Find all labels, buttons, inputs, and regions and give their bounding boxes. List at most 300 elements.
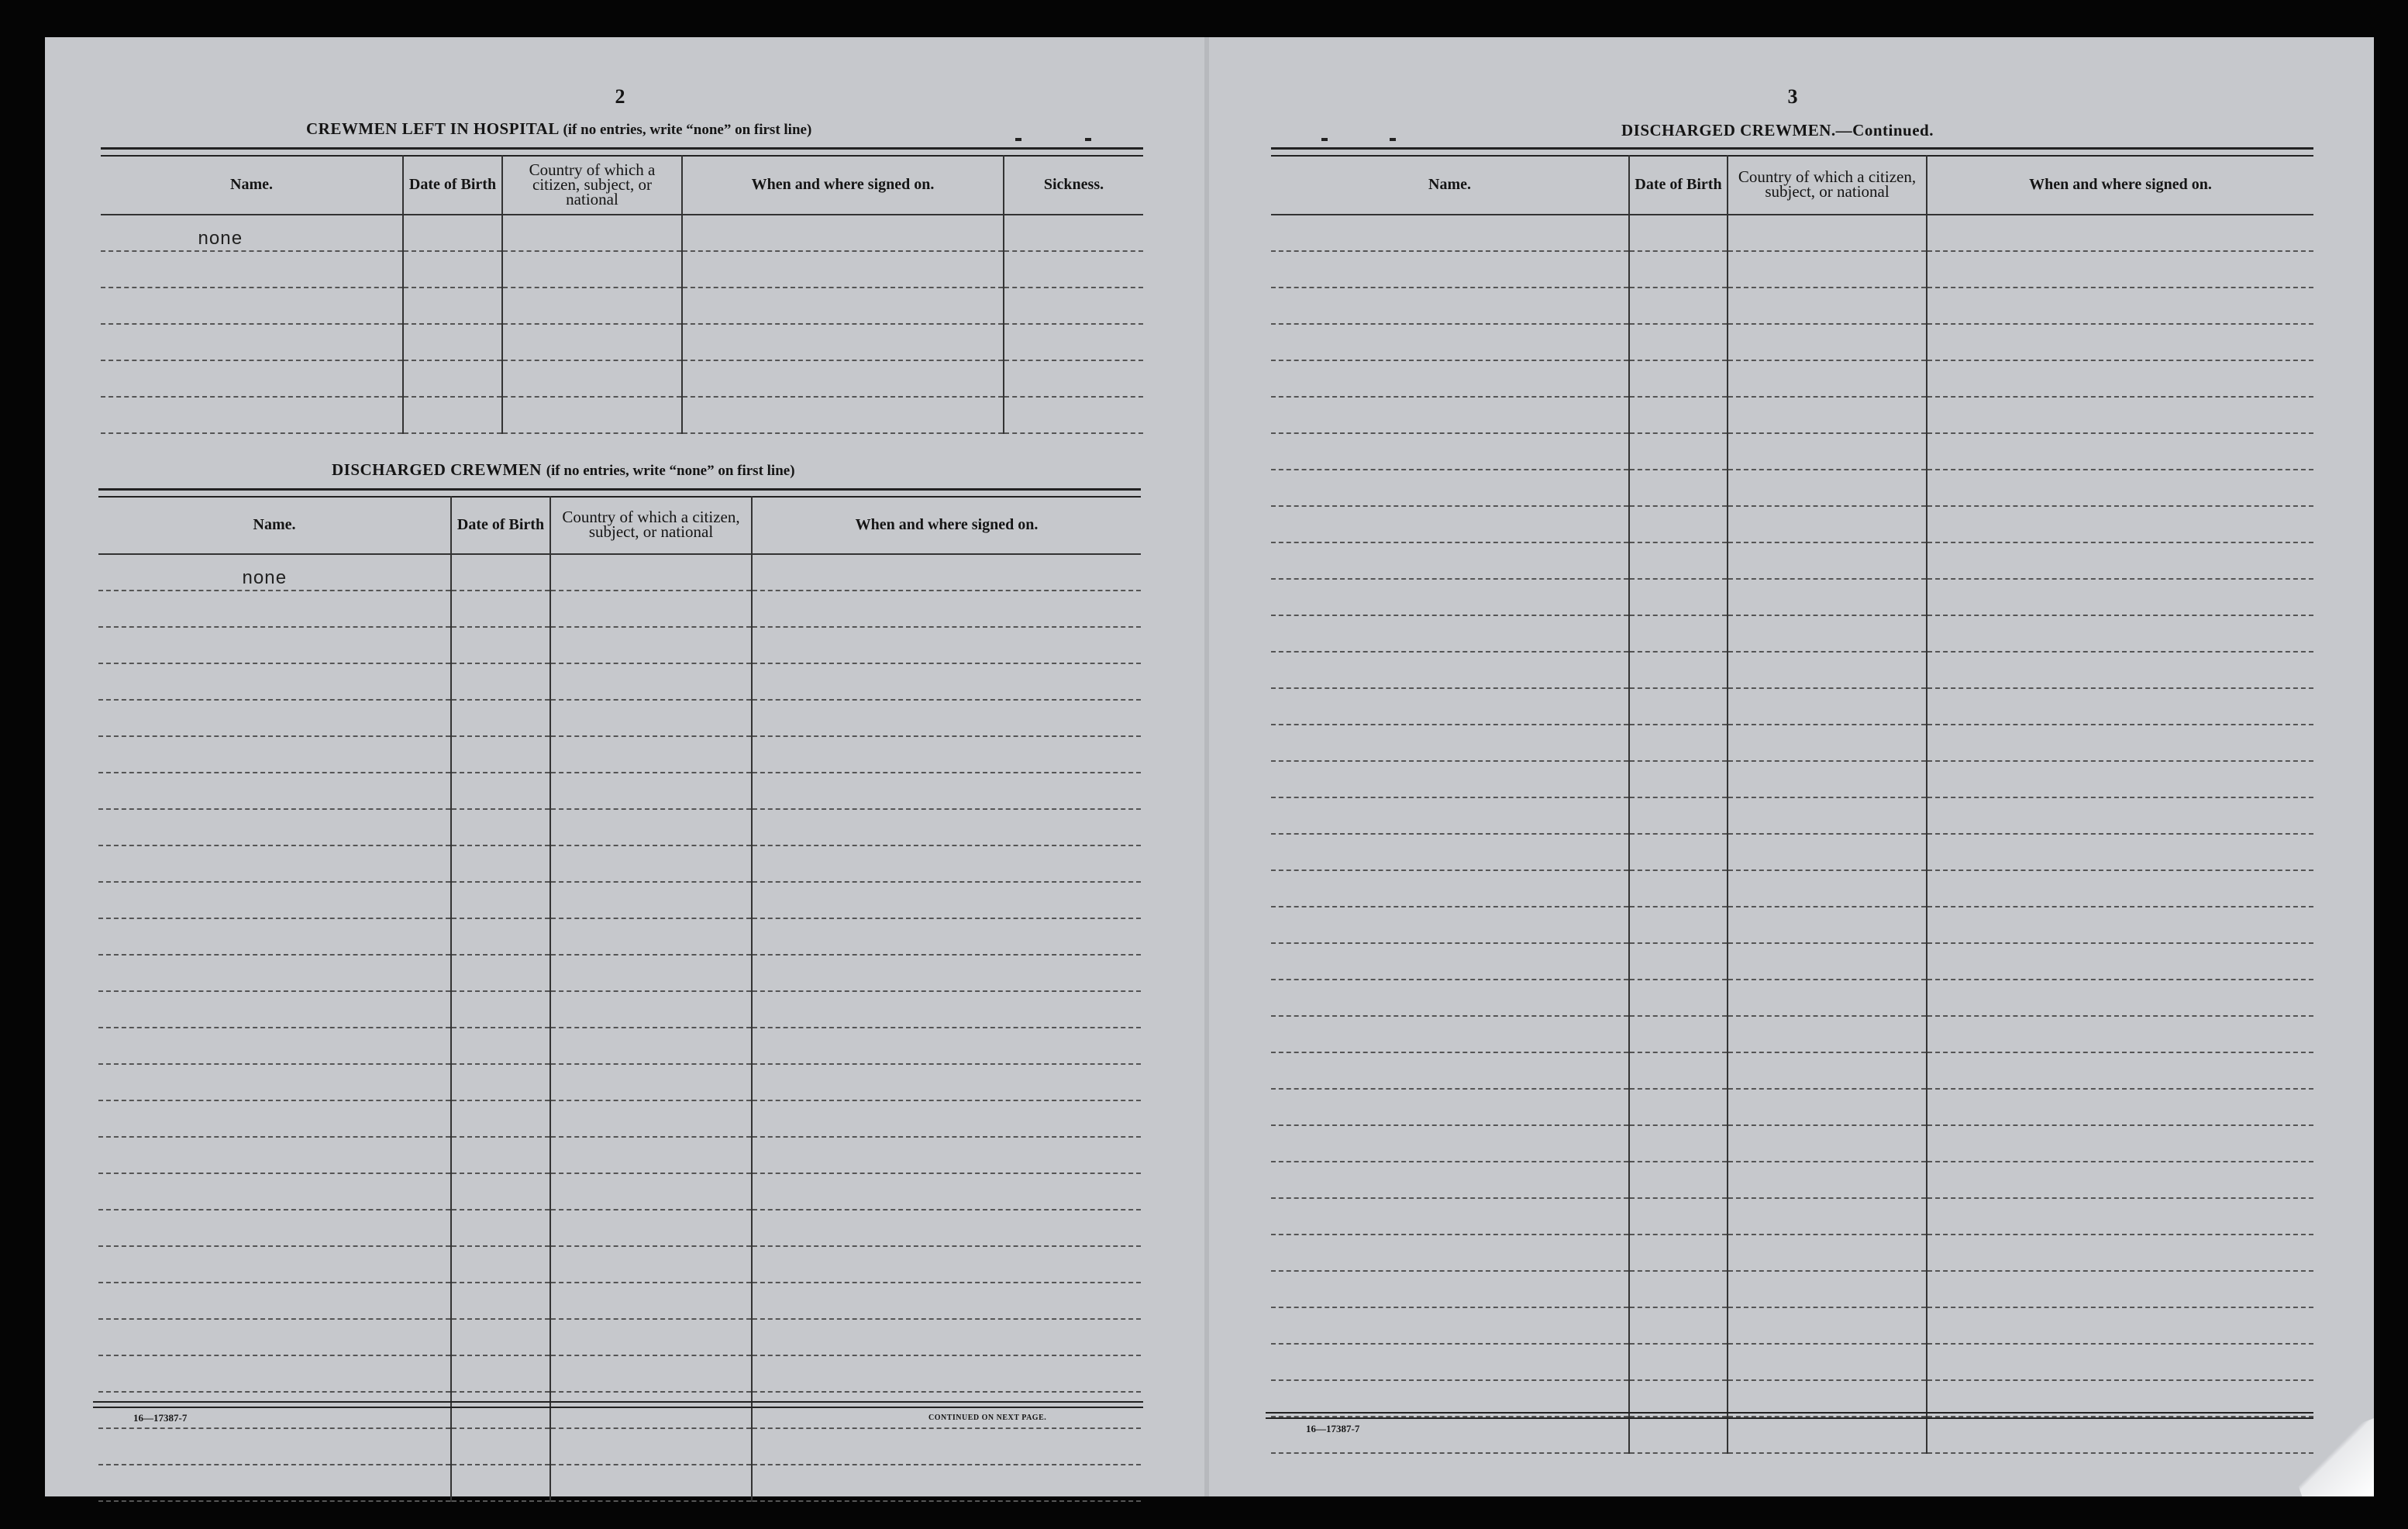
form-cell[interactable] <box>1271 1271 1629 1307</box>
form-cell[interactable] <box>98 1064 451 1100</box>
form-cell[interactable] <box>1927 615 2313 652</box>
form-cell[interactable] <box>98 1319 451 1355</box>
form-cell[interactable] <box>1728 324 1927 360</box>
form-cell[interactable] <box>98 773 451 809</box>
form-cell[interactable] <box>451 773 550 809</box>
form-cell[interactable] <box>752 991 1141 1028</box>
form-cell[interactable] <box>98 1428 451 1465</box>
form-cell[interactable] <box>550 918 752 955</box>
form-cell[interactable] <box>451 1319 550 1355</box>
form-cell[interactable] <box>451 1246 550 1283</box>
form-cell[interactable] <box>451 1392 550 1428</box>
form-cell[interactable] <box>451 700 550 736</box>
form-cell[interactable] <box>451 809 550 845</box>
form-cell[interactable] <box>451 1100 550 1137</box>
form-cell[interactable] <box>752 591 1141 627</box>
form-cell[interactable] <box>1728 397 1927 433</box>
form-cell[interactable] <box>403 215 502 251</box>
form-cell[interactable] <box>682 397 1004 433</box>
form-cell[interactable] <box>98 918 451 955</box>
form-cell[interactable] <box>1927 1271 2313 1307</box>
form-cell[interactable] <box>1271 834 1629 870</box>
form-cell[interactable] <box>752 1100 1141 1137</box>
form-cell[interactable] <box>752 1246 1141 1283</box>
form-cell[interactable] <box>752 1428 1141 1465</box>
form-cell[interactable] <box>98 1137 451 1173</box>
form-cell[interactable] <box>1271 579 1629 615</box>
form-cell[interactable] <box>752 627 1141 663</box>
table-row <box>1271 579 2313 615</box>
table-row <box>1271 215 2313 251</box>
table-row <box>98 809 1141 845</box>
form-cell[interactable] <box>98 1028 451 1064</box>
form-cell[interactable] <box>98 1173 451 1210</box>
form-cell[interactable] <box>1629 397 1728 433</box>
form-cell[interactable] <box>1927 1052 2313 1089</box>
form-cell[interactable] <box>550 1465 752 1501</box>
form-cell[interactable] <box>1629 1198 1728 1235</box>
form-cell[interactable] <box>1629 1235 1728 1271</box>
form-cell[interactable] <box>1271 1380 1629 1417</box>
form-cell[interactable] <box>752 736 1141 773</box>
page-fold <box>1204 37 1209 1496</box>
form-cell[interactable] <box>98 882 451 918</box>
table-row <box>1271 652 2313 688</box>
form-cell[interactable] <box>1629 907 1728 943</box>
form-cell[interactable] <box>550 1100 752 1137</box>
form-cell[interactable] <box>1629 1089 1728 1125</box>
form-cell[interactable] <box>451 1173 550 1210</box>
form-cell[interactable] <box>550 554 752 591</box>
column-header: Country of which a citizen, subject, or national <box>1728 155 1927 215</box>
table-row <box>1271 870 2313 907</box>
form-cell[interactable] <box>1271 870 1629 907</box>
form-cell[interactable] <box>1927 1089 2313 1125</box>
table-row <box>1271 1235 2313 1271</box>
form-cell[interactable] <box>1629 251 1728 288</box>
form-cell[interactable] <box>451 991 550 1028</box>
form-cell[interactable] <box>1629 324 1728 360</box>
table-row <box>101 360 1143 397</box>
form-cell[interactable] <box>550 1392 752 1428</box>
form-cell[interactable] <box>451 736 550 773</box>
form-cell[interactable] <box>752 1319 1141 1355</box>
page-number-left: 2 <box>615 85 625 108</box>
form-cell[interactable] <box>1728 725 1927 761</box>
form-cell[interactable] <box>1271 761 1629 797</box>
form-cell[interactable] <box>1728 1089 1927 1125</box>
form-cell[interactable] <box>1728 1344 1927 1380</box>
form-cell[interactable] <box>1271 725 1629 761</box>
form-cell[interactable] <box>1629 797 1728 834</box>
form-cell[interactable] <box>98 809 451 845</box>
form-cell[interactable] <box>752 882 1141 918</box>
form-cell[interactable] <box>502 397 682 433</box>
form-cell[interactable] <box>1629 943 1728 980</box>
form-cell[interactable] <box>1271 943 1629 980</box>
form-cell[interactable] <box>403 288 502 324</box>
form-cell[interactable] <box>1004 251 1143 288</box>
form-cell[interactable] <box>752 1392 1141 1428</box>
column-header: Country of which a citizen, subject, or national <box>550 496 752 554</box>
ink-mark <box>1390 138 1396 141</box>
form-cell[interactable] <box>451 591 550 627</box>
form-cell[interactable] <box>1271 1016 1629 1052</box>
form-cell[interactable]: none <box>98 554 451 591</box>
form-cell[interactable] <box>98 845 451 882</box>
form-cell[interactable] <box>550 845 752 882</box>
form-cell[interactable] <box>1927 797 2313 834</box>
form-cell[interactable] <box>550 1283 752 1319</box>
form-cell[interactable] <box>451 1210 550 1246</box>
form-cell[interactable] <box>752 1465 1141 1501</box>
form-cell[interactable] <box>752 773 1141 809</box>
form-cell[interactable] <box>752 845 1141 882</box>
form-cell[interactable] <box>1927 980 2313 1016</box>
form-cell[interactable] <box>1271 1198 1629 1235</box>
form-cell[interactable] <box>1728 1162 1927 1198</box>
table-row <box>1271 761 2313 797</box>
form-cell[interactable] <box>1927 324 2313 360</box>
form-cell[interactable] <box>1728 215 1927 251</box>
table-row <box>1271 1380 2313 1417</box>
form-cell[interactable] <box>98 627 451 663</box>
form-cell[interactable] <box>550 955 752 991</box>
form-cell[interactable] <box>1927 1125 2313 1162</box>
form-cell[interactable] <box>1629 542 1728 579</box>
form-cell[interactable] <box>451 1465 550 1501</box>
form-cell[interactable] <box>682 360 1004 397</box>
left-bottom-rule <box>93 1401 1143 1408</box>
form-cell[interactable] <box>1927 907 2313 943</box>
form-cell[interactable] <box>1927 761 2313 797</box>
form-cell[interactable] <box>451 627 550 663</box>
form-cell[interactable] <box>1271 1344 1629 1380</box>
form-cell[interactable] <box>98 955 451 991</box>
form-cell[interactable] <box>98 991 451 1028</box>
form-cell[interactable] <box>98 591 451 627</box>
form-cell[interactable] <box>1728 980 1927 1016</box>
form-cell[interactable] <box>1728 1125 1927 1162</box>
form-cell[interactable] <box>1629 725 1728 761</box>
form-cell[interactable] <box>1629 288 1728 324</box>
form-cell[interactable] <box>1271 1052 1629 1089</box>
form-cell[interactable] <box>752 1210 1141 1246</box>
form-cell[interactable] <box>1927 870 2313 907</box>
form-cell[interactable] <box>1728 688 1927 725</box>
form-cell[interactable] <box>752 918 1141 955</box>
table-row <box>1271 1089 2313 1125</box>
form-cell[interactable] <box>1728 1198 1927 1235</box>
form-cell[interactable] <box>752 1173 1141 1210</box>
table-row <box>1271 251 2313 288</box>
form-cell[interactable] <box>1629 615 1728 652</box>
form-cell[interactable] <box>403 251 502 288</box>
form-cell[interactable] <box>752 663 1141 700</box>
form-cell[interactable] <box>1271 506 1629 542</box>
table-row <box>98 882 1141 918</box>
form-cell[interactable] <box>1728 652 1927 688</box>
table-row <box>98 1319 1141 1355</box>
form-cell[interactable] <box>101 288 403 324</box>
form-cell[interactable] <box>752 955 1141 991</box>
form-cell[interactable] <box>1927 1307 2313 1344</box>
form-cell[interactable] <box>550 1210 752 1246</box>
form-cell[interactable] <box>1629 1125 1728 1162</box>
form-cell[interactable] <box>1629 360 1728 397</box>
form-cell[interactable] <box>1927 542 2313 579</box>
form-cell[interactable] <box>1927 1380 2313 1417</box>
form-cell[interactable] <box>98 736 451 773</box>
table-row <box>1271 1417 2313 1453</box>
form-cell[interactable] <box>451 955 550 991</box>
form-cell[interactable] <box>502 288 682 324</box>
table-row <box>1271 433 2313 470</box>
form-cell[interactable] <box>550 736 752 773</box>
form-cell[interactable] <box>1271 433 1629 470</box>
form-cell[interactable] <box>1927 1198 2313 1235</box>
form-cell[interactable] <box>1629 1307 1728 1344</box>
form-cell[interactable] <box>1728 834 1927 870</box>
form-cell[interactable] <box>1927 1344 2313 1380</box>
form-cell[interactable] <box>1271 288 1629 324</box>
form-cell[interactable] <box>682 251 1004 288</box>
form-cell[interactable] <box>1629 1344 1728 1380</box>
form-cell[interactable] <box>1728 542 1927 579</box>
form-cell[interactable] <box>752 1137 1141 1173</box>
hospital-section-title <box>306 119 811 139</box>
form-cell[interactable] <box>1271 1125 1629 1162</box>
form-cell[interactable] <box>1629 215 1728 251</box>
form-cell[interactable] <box>752 1283 1141 1319</box>
form-cell[interactable] <box>1927 288 2313 324</box>
table-row <box>98 991 1141 1028</box>
form-cell[interactable] <box>1629 980 1728 1016</box>
form-cell[interactable] <box>1927 943 2313 980</box>
form-cell[interactable] <box>1271 1162 1629 1198</box>
form-cell[interactable] <box>1927 506 2313 542</box>
form-cell[interactable] <box>101 251 403 288</box>
form-cell[interactable] <box>451 1428 550 1465</box>
form-cell[interactable] <box>1629 470 1728 506</box>
form-cell[interactable] <box>98 663 451 700</box>
form-cell[interactable] <box>1927 579 2313 615</box>
form-cell[interactable] <box>1927 215 2313 251</box>
form-cell[interactable] <box>1728 579 1927 615</box>
form-cell[interactable] <box>1927 397 2313 433</box>
form-cell[interactable] <box>550 773 752 809</box>
form-cell[interactable] <box>1629 870 1728 907</box>
form-cell[interactable] <box>1271 215 1629 251</box>
form-cell[interactable] <box>403 324 502 360</box>
form-cell[interactable] <box>1927 1162 2313 1198</box>
form-cell[interactable] <box>1271 688 1629 725</box>
form-cell[interactable] <box>1271 907 1629 943</box>
form-cell[interactable] <box>1271 324 1629 360</box>
form-cell[interactable] <box>752 1028 1141 1064</box>
form-cell[interactable] <box>1927 1235 2313 1271</box>
form-cell[interactable] <box>1629 688 1728 725</box>
form-cell[interactable] <box>98 700 451 736</box>
form-cell[interactable] <box>98 1355 451 1392</box>
table-row <box>1271 506 2313 542</box>
form-cell[interactable] <box>1927 1016 2313 1052</box>
form-cell[interactable] <box>101 397 403 433</box>
form-cell[interactable] <box>1728 761 1927 797</box>
form-cell[interactable] <box>1629 1162 1728 1198</box>
form-cell[interactable] <box>451 1028 550 1064</box>
form-cell[interactable] <box>1629 1417 1728 1453</box>
form-cell[interactable] <box>1271 615 1629 652</box>
form-cell[interactable]: none <box>101 215 403 251</box>
form-cell[interactable] <box>451 554 550 591</box>
form-cell[interactable] <box>1271 980 1629 1016</box>
form-cell[interactable] <box>98 1283 451 1319</box>
form-cell[interactable] <box>550 809 752 845</box>
form-cell[interactable] <box>1629 1016 1728 1052</box>
form-cell[interactable] <box>682 215 1004 251</box>
form-cell[interactable] <box>502 324 682 360</box>
form-cell[interactable] <box>451 1137 550 1173</box>
form-cell[interactable] <box>550 991 752 1028</box>
form-cell[interactable] <box>1629 579 1728 615</box>
form-cell[interactable] <box>1728 1235 1927 1271</box>
form-cell[interactable] <box>1629 433 1728 470</box>
form-cell[interactable] <box>98 1210 451 1246</box>
form-cell[interactable] <box>1728 870 1927 907</box>
form-cell[interactable] <box>752 1064 1141 1100</box>
form-cell[interactable] <box>451 845 550 882</box>
form-cell[interactable] <box>752 700 1141 736</box>
form-cell[interactable] <box>682 324 1004 360</box>
form-cell[interactable] <box>1728 360 1927 397</box>
form-cell[interactable] <box>1629 1380 1728 1417</box>
column-header: Date of Birth <box>1629 155 1728 215</box>
form-cell[interactable] <box>1004 360 1143 397</box>
form-cell[interactable] <box>1271 251 1629 288</box>
form-cell[interactable] <box>1927 251 2313 288</box>
form-cell[interactable] <box>1271 470 1629 506</box>
form-cell[interactable] <box>1728 615 1927 652</box>
form-cell[interactable] <box>451 1355 550 1392</box>
hospital-title: CREWMEN LEFT IN HOSPITAL <box>306 119 559 138</box>
column-header: Country of which a citizen, subject, or national <box>502 155 682 215</box>
table-row <box>1271 1052 2313 1089</box>
table-row <box>98 1173 1141 1210</box>
form-cell[interactable] <box>1271 397 1629 433</box>
form-cell[interactable] <box>1728 1380 1927 1417</box>
form-cell[interactable] <box>1728 907 1927 943</box>
form-cell[interactable] <box>98 1465 451 1501</box>
form-cell[interactable] <box>550 882 752 918</box>
form-cell[interactable] <box>1728 470 1927 506</box>
form-cell[interactable] <box>1629 506 1728 542</box>
form-cell[interactable] <box>550 663 752 700</box>
form-cell[interactable] <box>1927 470 2313 506</box>
form-cell[interactable] <box>550 700 752 736</box>
form-cell[interactable] <box>550 1428 752 1465</box>
form-cell[interactable] <box>1728 943 1927 980</box>
form-cell[interactable] <box>1271 1235 1629 1271</box>
table-row <box>101 251 1143 288</box>
form-cell[interactable] <box>1271 360 1629 397</box>
form-cell[interactable] <box>1271 1307 1629 1344</box>
form-cell[interactable] <box>550 1137 752 1173</box>
form-cell[interactable] <box>1927 433 2313 470</box>
form-cell[interactable] <box>682 288 1004 324</box>
form-cell[interactable] <box>502 360 682 397</box>
form-cell[interactable] <box>1927 652 2313 688</box>
form-cell[interactable] <box>550 627 752 663</box>
form-cell[interactable] <box>502 251 682 288</box>
form-cell[interactable] <box>1271 797 1629 834</box>
form-cell[interactable] <box>1728 251 1927 288</box>
form-cell[interactable] <box>1728 1271 1927 1307</box>
form-cell[interactable] <box>1927 360 2313 397</box>
form-cell[interactable] <box>1004 215 1143 251</box>
form-cell[interactable] <box>752 554 1141 591</box>
form-cell[interactable] <box>1271 652 1629 688</box>
form-cell[interactable] <box>1728 1417 1927 1453</box>
form-cell[interactable] <box>1629 1052 1728 1089</box>
form-cell[interactable] <box>451 1064 550 1100</box>
form-cell[interactable] <box>1728 506 1927 542</box>
form-cell[interactable] <box>550 1173 752 1210</box>
form-cell[interactable] <box>1728 433 1927 470</box>
form-cell[interactable] <box>1629 652 1728 688</box>
form-cell[interactable] <box>1271 1089 1629 1125</box>
form-cell[interactable] <box>1629 1271 1728 1307</box>
form-cell[interactable] <box>1728 1052 1927 1089</box>
form-cell[interactable] <box>550 1319 752 1355</box>
form-cell[interactable] <box>451 882 550 918</box>
form-cell[interactable] <box>752 1355 1141 1392</box>
table-row <box>1271 725 2313 761</box>
form-cell[interactable] <box>752 809 1141 845</box>
form-cell[interactable] <box>1927 725 2313 761</box>
form-cell[interactable] <box>101 324 403 360</box>
form-cell[interactable] <box>1927 834 2313 870</box>
form-cell[interactable] <box>1271 542 1629 579</box>
form-cell[interactable] <box>550 1355 752 1392</box>
form-cell[interactable] <box>1728 1016 1927 1052</box>
page-number-right: 3 <box>1787 85 1798 108</box>
form-cell[interactable] <box>1728 797 1927 834</box>
form-cell[interactable] <box>1004 324 1143 360</box>
form-cell[interactable] <box>550 591 752 627</box>
form-cell[interactable] <box>451 918 550 955</box>
form-cell[interactable] <box>550 1028 752 1064</box>
form-cell[interactable] <box>1004 397 1143 433</box>
form-cell[interactable] <box>1927 688 2313 725</box>
form-cell[interactable] <box>1927 1417 2313 1453</box>
form-cell[interactable] <box>101 360 403 397</box>
form-cell[interactable] <box>502 215 682 251</box>
form-cell[interactable] <box>1728 1307 1927 1344</box>
form-cell[interactable] <box>550 1246 752 1283</box>
form-cell[interactable] <box>98 1246 451 1283</box>
form-cell[interactable] <box>403 397 502 433</box>
form-cell[interactable] <box>403 360 502 397</box>
form-cell[interactable] <box>1629 761 1728 797</box>
form-cell[interactable] <box>1004 288 1143 324</box>
form-cell[interactable] <box>1629 834 1728 870</box>
form-cell[interactable] <box>550 1064 752 1100</box>
form-cell[interactable] <box>98 1100 451 1137</box>
form-cell[interactable] <box>451 663 550 700</box>
form-cell[interactable] <box>1728 288 1927 324</box>
form-cell[interactable] <box>451 1283 550 1319</box>
